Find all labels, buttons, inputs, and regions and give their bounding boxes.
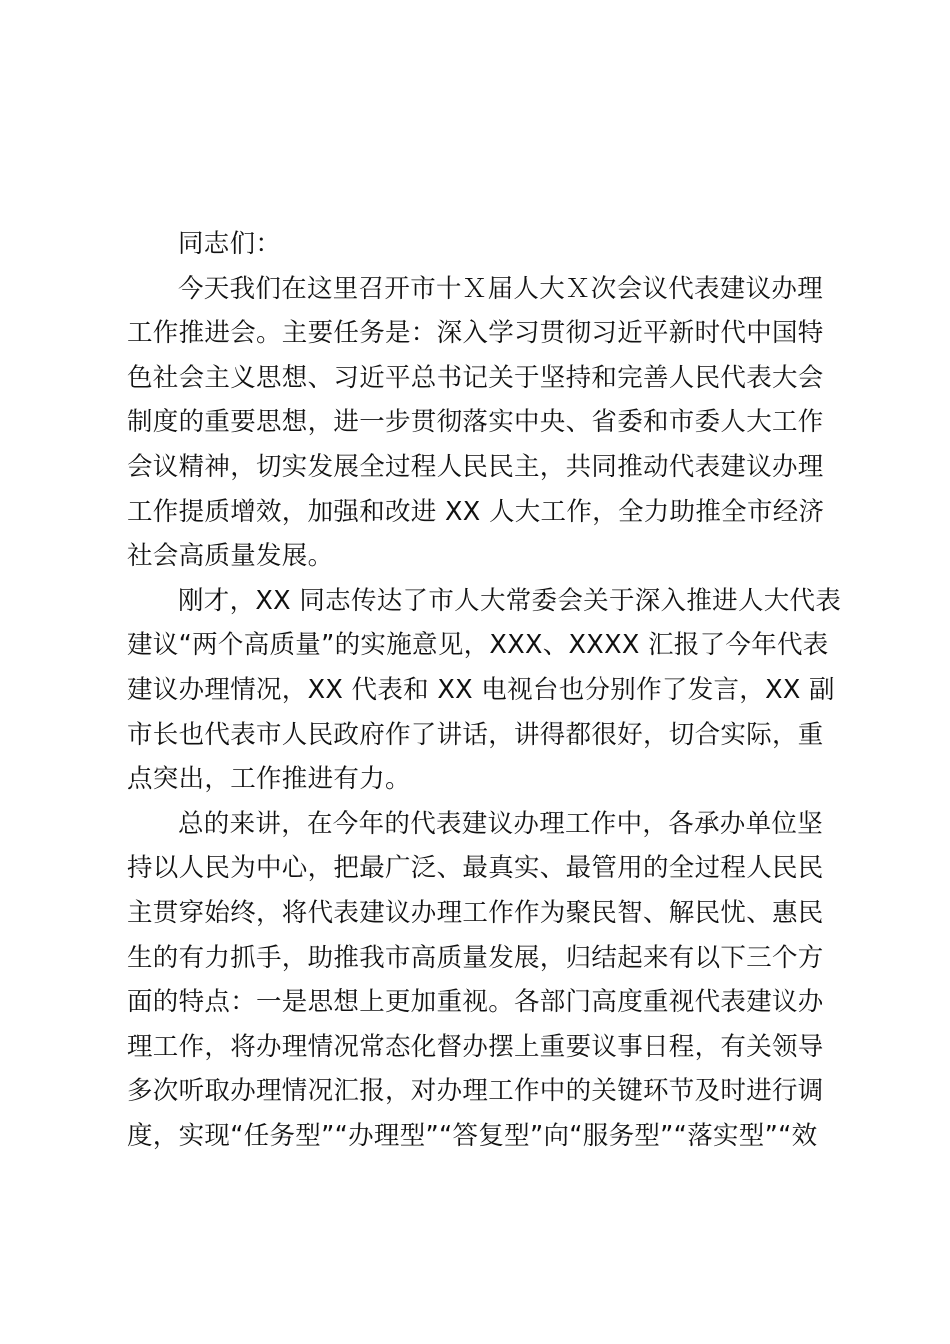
paragraph-1-line-3: 色社会主义思想、习近平总书记关于坚持和完善人民代表大会 [127, 362, 824, 393]
paragraph-1-line-4: 制度的重要思想，进一步贯彻落实中央、省委和市委人大工作 [127, 407, 824, 438]
paragraph-1-line-6: 工作提质增效，加强和改进 XX 人大工作，全力助推全市经济 [127, 496, 825, 527]
paragraph-2-line-4: 市长也代表市人民政府作了讲话，讲得都很好，切合实际，重 [127, 719, 824, 750]
paragraph-3-line-5: 面的特点：一是思想上更加重视。各部门高度重视代表建议办 [127, 987, 824, 1018]
paragraph-1-line-5: 会议精神，切实发展全过程人民民主，共同推动代表建议办理 [127, 451, 824, 482]
speech-body [127, 222, 842, 1158]
paragraph-2-line-5: 点突出，工作推进有力。 [127, 764, 411, 795]
salutation-line: 同志们： [178, 229, 282, 259]
paragraph-2-line-1: 刚才，XX 同志传达了市人大常委会关于深入推进人大代表 [178, 585, 842, 616]
paragraph-1-line-2: 工作推进会。主要任务是：深入学习贯彻习近平新时代中国特 [127, 318, 824, 349]
paragraph-3-line-6: 理工作，将办理情况常态化督办摆上重要议事日程，有关领导 [127, 1031, 824, 1062]
paragraph-3-line-8: 度，实现“任务型”“办理型”“答复型”向“服务型”“落实型”“效 [127, 1120, 818, 1151]
paragraph-1-line-7: 社会高质量发展。 [127, 541, 334, 572]
paragraph-3-line-2: 持以人民为中心，把最广泛、最真实、最管用的全过程人民民 [127, 853, 824, 884]
paragraph-3-line-4: 生的有力抓手，助推我市高质量发展，归结起来有以下三个方 [127, 942, 824, 973]
paragraph-3-line-1: 总的来讲，在今年的代表建议办理工作中，各承办单位坚 [178, 808, 824, 839]
paragraph-1-line-1: 今天我们在这里召开市十Ｘ届人大Ｘ次会议代表建议办理 [178, 273, 824, 304]
paragraph-2-line-2: 建议“两个高质量”的实施意见，XXX、XXXX 汇报了今年代表 [127, 630, 829, 661]
paragraph-3-line-7: 多次听取办理情况汇报，对办理工作中的关键环节及时进行调 [127, 1076, 824, 1107]
paragraph-3-line-3: 主贯穿始终，将代表建议办理工作作为聚民智、解民忧、惠民 [127, 897, 824, 928]
paragraph-2-line-3: 建议办理情况，XX 代表和 XX 电视台也分别作了发言，XX 副 [127, 674, 835, 705]
